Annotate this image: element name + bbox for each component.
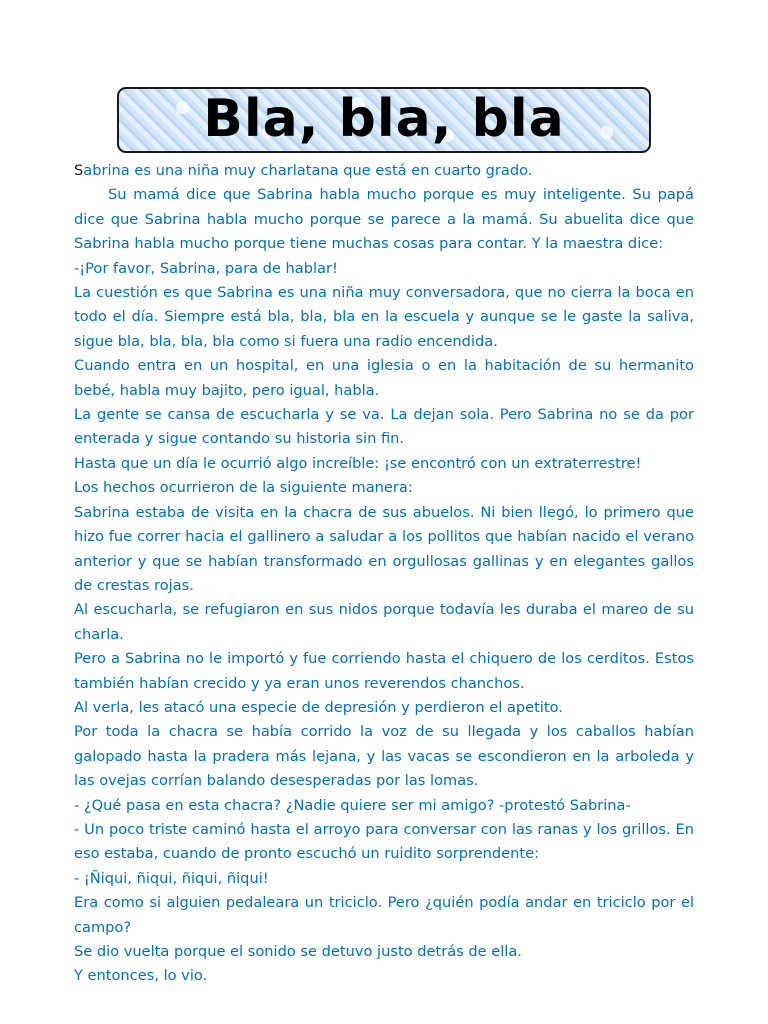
paragraph: La gente se cansa de escucharla y se va. La dejan sola. Pero Sabrina no se da por enterada y sigue contando su historia sin fin. [74, 406, 694, 448]
paragraph: Al verla, les atacó una especie de depresión y perdieron el apetito. [74, 698, 563, 716]
paragraph: La cuestión es que Sabrina es una niña muy conversadora, que no cierra la boca en todo el día. Siempre está bla, bla, bla en la escuela y aunque se le gaste la saliva, sigue bla, bla, bla, bla como si fuera una radio encendida. [74, 284, 694, 350]
paragraph-1 [74, 159, 694, 183]
paragraph: Al escucharla, se refugiaron en sus nidos porque todavía les duraba el mareo de su charla. [74, 601, 694, 643]
paragraph: - Un poco triste caminó hasta el arroyo para conversar con las ranas y los grillos. En eso estaba, cuando de pronto escuchó un ruidito sorprendente: [74, 820, 694, 863]
paragraph: Se dio vuelta porque el sonido se detuvo justo detrás de ella. [74, 943, 522, 960]
paragraph: - ¿Qué pasa en esta chacra? ¿Nadie quiere ser mi amigo? -protestó Sabrina- [74, 796, 631, 814]
paragraph: -¡Por favor, Sabrina, para de hablar! [74, 259, 338, 277]
paragraph-1-text: abrina es una niña muy charlatana que está en cuarto grado. [83, 162, 533, 179]
paragraph: Los hechos ocurrieron de la siguiente manera: [74, 479, 413, 497]
paragraph: Y entonces, lo vio. [74, 967, 208, 985]
paragraph: - ¡Ñiqui, ñiqui, ñiqui, ñiqui! [74, 869, 269, 887]
paragraph: Era como si alguien pedaleara un triciclo. Pero ¿quién podía andar en triciclo por el campo? [74, 894, 694, 936]
initial-letter: S [74, 162, 84, 179]
paragraph: Por toda la chacra se había corrido la voz de su llegada y los caballos habían galopado hasta la pradera más lejana, y las vacas se escondieron en la arboleda y las ovejas corrían balando desesperadas por las lomas. [74, 723, 694, 790]
page-title: Bla, bla, bla [203, 89, 565, 149]
paragraph: Pero a Sabrina no le importó y fue corriendo hasta el chiquero de los cerditos. Estos también habían crecido y ya eran unos reverendos chanchos. [74, 650, 694, 692]
paragraph: Hasta que un día le ocurrió algo increíble: ¡se encontró con un extraterrestre! [74, 454, 642, 472]
paragraph: Su mamá dice que Sabrina habla mucho porque es muy inteligente. Su papá dice que Sabrina habla mucho porque se parece a la mamá. Su abuelita dice que Sabrina habla mucho porque tiene muchas cosas para contar. Y la maestra dice: [74, 186, 694, 253]
paragraph: Cuando entra en un hospital, en una iglesia o en la habitación de su hermanito bebé, habla muy bajito, pero igual, habla. [74, 357, 694, 399]
title-banner [117, 87, 651, 153]
story-text [74, 159, 694, 989]
paragraph: Sabrina estaba de visita en la chacra de sus abuelos. Ni bien llegó, lo primero que hizo fue correr hacia el gallinero a saludar a los pollitos que habían nacido el verano anterior y que se habían transformado en orgullosas gallinas y en elegantes gallos de crestas rojas. [74, 503, 694, 594]
